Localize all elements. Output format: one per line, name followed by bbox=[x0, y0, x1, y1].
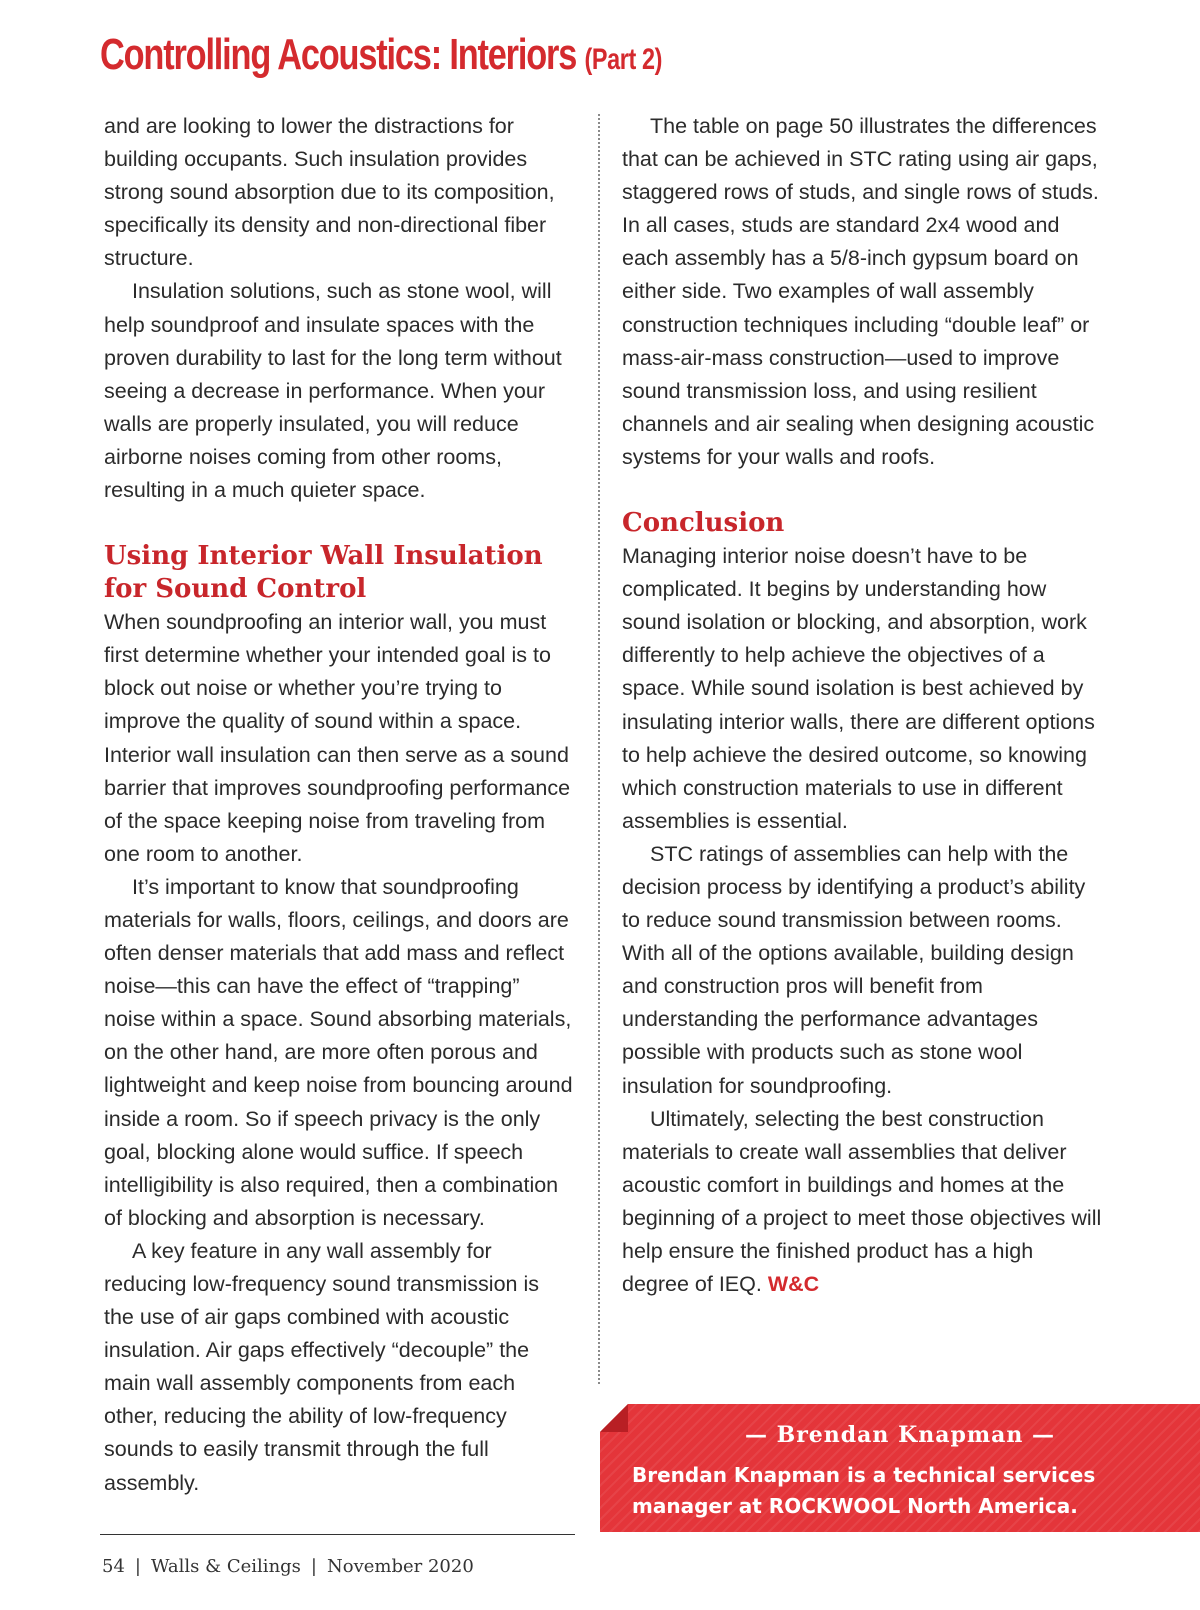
footer-separator: | bbox=[310, 1556, 317, 1577]
footer-separator: | bbox=[134, 1556, 141, 1577]
section-heading-interior-wall-insulation: Using Interior Wall Insulation for Sound Control bbox=[104, 541, 543, 605]
right-paragraph-4 bbox=[622, 1103, 1104, 1302]
page-footer bbox=[102, 1556, 474, 1577]
left-column bbox=[104, 110, 574, 1500]
issue-date: November 2020 bbox=[327, 1556, 474, 1577]
right-paragraph-3: STC ratings of assemblies can help with the decision process by identifying a product’s ability to reduce sound transmission between rooms. With all of the options available, building design and construction pros will benefit from understanding the performance advantages possible with products such as stone wool insulation for soundproofing. bbox=[622, 841, 1086, 1098]
footer-rule bbox=[100, 1534, 575, 1535]
right-column bbox=[622, 110, 1104, 1301]
left-paragraph-5: A key feature in any wall assembly for reducing low-frequency sound transmission is the use of air gaps combined with acoustic insulation. Air gaps effectively “decouple” the main wall assembly components from each other, reducing the ability of low-frequency sounds to easily transmit through the full assembly. bbox=[104, 1238, 539, 1495]
page-title bbox=[100, 30, 662, 80]
conclusion-final-text: Ultimately, selecting the best construction materials to create wall assemblies that deliver acoustic comfort in buildings and homes at the beginning of a project to meet those objectives will help ensure the finished product has a high degree of IEQ. bbox=[622, 1106, 1102, 1297]
author-bio-box bbox=[600, 1404, 1200, 1532]
left-paragraph-1: and are looking to lower the distractions for building occupants. Such insulation provides strong sound absorption due to its composition, specifically its density and non-directional fiber structure. bbox=[104, 114, 555, 271]
author-name: — Brendan Knapman — bbox=[744, 1422, 1056, 1448]
left-paragraph-4: It’s important to know that soundproofing materials for walls, floors, ceilings, and doors are often denser materials that add mass and reflect noise—this can have the effect of “trapping” noise within a space. Sound absorbing materials, on the other hand, are more often porous and lightweight and keep noise from bouncing around inside a room. So if speech privacy is the only goal, blocking alone would suffice. If speech intelligibility is also required, then a combination of blocking and absorption is necessary. bbox=[104, 874, 573, 1230]
title-main: Controlling Acoustics: Interiors bbox=[100, 30, 577, 79]
left-paragraph-3: When soundproofing an interior wall, you must first determine whether your intended goal is to block out noise or whether you’re trying to improve the quality of sound within a space. Interior wall insulation can then serve as a sound barrier that improves soundproofing performance of the space keeping noise from traveling from one room to another. bbox=[104, 610, 571, 866]
end-mark: W&C bbox=[767, 1272, 820, 1297]
left-paragraph-2: Insulation solutions, such as stone wool, will help soundproof and insulate spaces with the proven durability to last for the long term without seeing a decrease in performance. When your walls are properly insulated, you will reduce airborne noises coming from other rooms, resulting in a much quieter space. bbox=[104, 279, 562, 503]
right-paragraph-1: The table on page 50 illustrates the differences that can be achieved in STC rating using air gaps, staggered rows of studs, and single rows of studs. In all cases, studs are standard 2x4 wood and each assembly has a 5/8-inch gypsum board on either side. Two examples of wall assembly construction techniques including “double leaf” or mass-air-mass construction—used to improve sound transmission loss, and using resilient channels and air sealing when designing acoustic systems for your walls and roofs. bbox=[622, 114, 1099, 469]
section-heading-conclusion: Conclusion bbox=[622, 508, 785, 539]
page-number: 54 bbox=[102, 1556, 125, 1577]
column-divider bbox=[598, 114, 600, 1384]
publication-name: Walls & Ceilings bbox=[150, 1556, 301, 1577]
title-part: (Part 2) bbox=[584, 43, 663, 76]
right-paragraph-2: Managing interior noise doesn’t have to be complicated. It begins by understanding how sound isolation or blocking, and absorption, work differently to help achieve the objectives of a space. While sound isolation is best achieved by insulating interior walls, there are different options to help achieve the desired outcome, so knowing which construction materials to use in different assemblies is essential. bbox=[622, 544, 1095, 833]
author-bio: Brendan Knapman is a technical services manager at ROCKWOOL North America. bbox=[632, 1463, 1096, 1518]
